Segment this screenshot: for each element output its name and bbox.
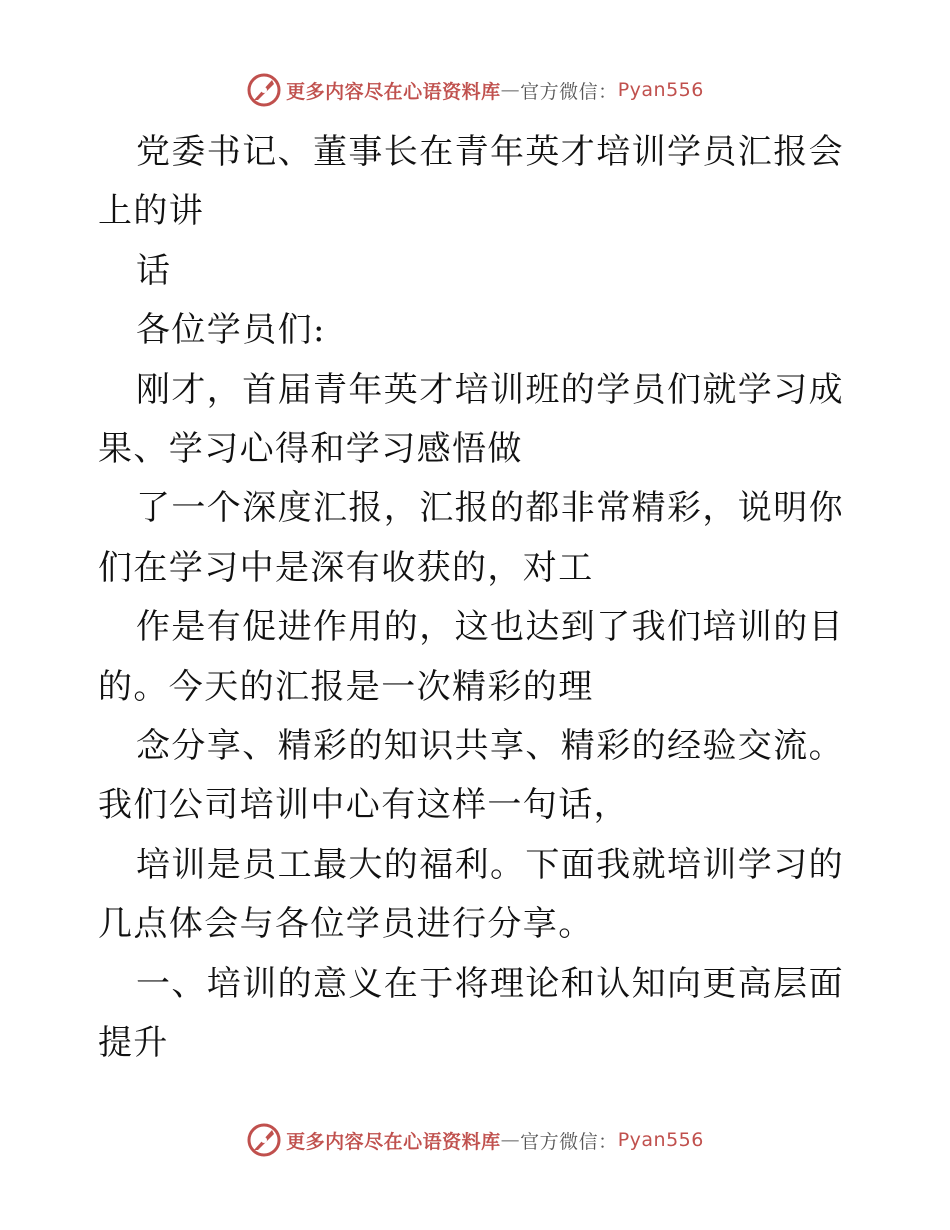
paragraph-3: 作是有促进作用的，这也达到了我们培训的目的。今天的汇报是一次精彩的理: [98, 607, 844, 707]
watermark-wechat-label: 官方微信：: [520, 80, 618, 103]
paragraph-title-cont: 话: [136, 250, 172, 291]
watermark-separator: —: [500, 79, 521, 101]
watermark-wechat-label: 官方微信：: [520, 1130, 618, 1153]
watermark-site-text: 更多内容尽在心语资料库: [286, 1130, 501, 1153]
quill-logo-icon: [246, 72, 282, 108]
document-body: [98, 123, 858, 1074]
header-watermark: [0, 72, 950, 108]
paragraph-salutation: 各位学员们:: [136, 310, 326, 351]
watermark-site-text: 更多内容尽在心语资料库: [286, 80, 501, 103]
paragraph-2: 了一个深度汇报，汇报的都非常精彩，说明你们在学习中是深有收获的，对工: [98, 488, 844, 588]
footer-watermark: [0, 1122, 950, 1158]
paragraph-title: 党委书记、董事长在青年英才培训学员汇报会上的讲: [98, 132, 844, 232]
watermark-wechat-id: Pyan556: [617, 1129, 704, 1151]
paragraph-4: 念分享、精彩的知识共享、精彩的经验交流。我们公司培训中心有这样一句话，: [98, 726, 844, 826]
paragraph-heading-1: 一、培训的意义在于将理论和认知向更高层面提升: [98, 963, 844, 1064]
paragraph-1: 刚才，首届青年英才培训班的学员们就学习成果、学习心得和学习感悟做: [98, 369, 844, 470]
watermark-separator: —: [500, 1129, 521, 1151]
watermark-wechat-id: Pyan556: [617, 79, 704, 101]
quill-logo-icon: [246, 1122, 282, 1158]
paragraph-5: 培训是员工最大的福利。下面我就培训学习的几点体会与各位学员进行分享。: [98, 844, 844, 945]
